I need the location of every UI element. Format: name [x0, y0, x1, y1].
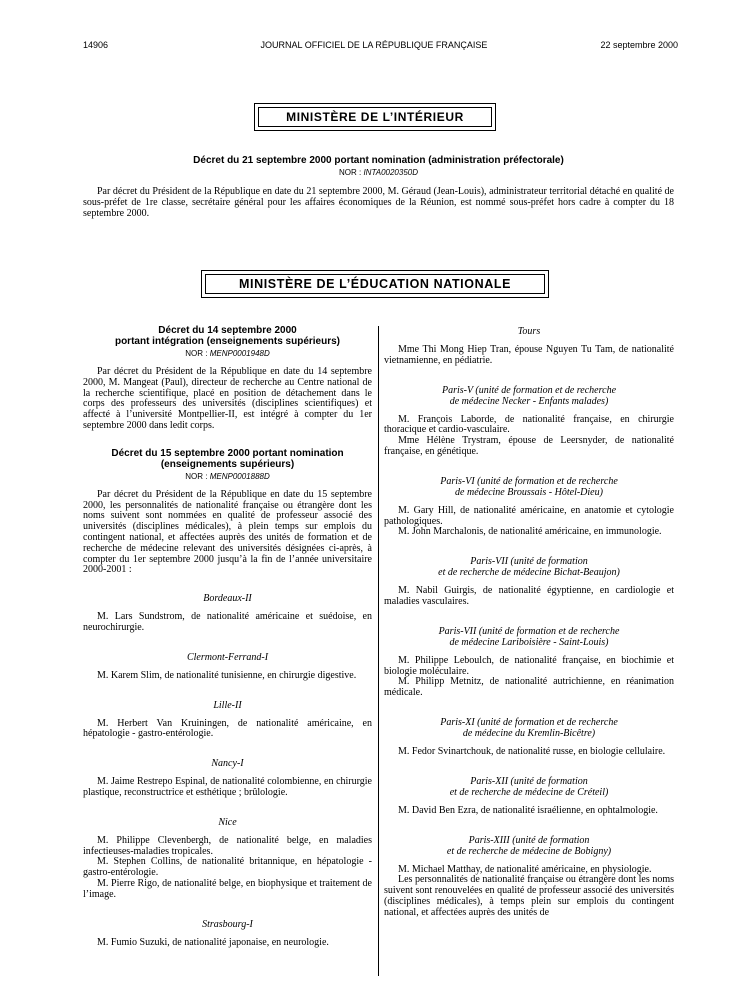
university-name-line: Paris-VI (unité de formation et de recherche [440, 475, 618, 487]
appointment-entry: M. Philippe Leboulch, de nationalité française, en biochimie et biologie moléculaire. [384, 654, 674, 677]
appointment-entry: M. Lars Sundstrom, de nationalité américaine et suédoise, en neurochirurgie. [83, 611, 372, 633]
university-name-line: et de recherche de médecine Bichat-Beaujon) [438, 567, 620, 579]
appointment-entry: M. François Laborde, de nationalité française, en chirurgie thoracique et cardio-vasculaire. [384, 413, 674, 436]
university-name-line: et de recherche de médecine de Bobigny) [446, 845, 612, 857]
left-appointments [83, 593, 372, 948]
university-name: Nancy-I [211, 758, 244, 770]
appointment-entry: M. Philipp Metnitz, de nationalité autrichienne, en réanimation médicale. [384, 676, 674, 699]
appointment-entry: Mme Hélène Trystram, épouse de Leersnyder, de nationalité française, en génétique. [384, 435, 674, 457]
university-name [384, 717, 674, 739]
appointment-entry: M. David Ben Ezra, de nationalité israélienne, en ophtalmologie. [398, 804, 658, 816]
appointment-entry: M. Fumio Suzuki, de nationalité japonaise, en neurologie. [97, 936, 329, 948]
university-name-line: Paris-VII (unité de formation et de recherche [438, 625, 620, 637]
university-section [384, 385, 674, 458]
decree-title-line1: Décret du 14 septembre 2000 [158, 325, 297, 336]
page-number: 14906 [83, 40, 109, 50]
appointment-entry: Mme Thi Mong Hiep Tran, épouse Nguyen Tu Tam, de nationalité vietnamienne, en pédiatrie. [384, 344, 674, 366]
university-name [384, 776, 674, 798]
nor-reference [83, 168, 674, 177]
university-name-line: Paris-V (unité de formation et de recherche [441, 384, 617, 396]
university-name [384, 326, 674, 337]
appointment-entry: M. Philippe Clevenbergh, de nationalité belge, en maladies infectieuses-maladies tropicales. [83, 834, 372, 857]
university-section [384, 326, 674, 367]
appointment-entry: M. John Marchalonis, de nationalité américaine, en immunologie. [398, 526, 662, 538]
university-name-line: de médecine Lariboisière - Saint-Louis) [449, 636, 609, 648]
university-section [384, 626, 674, 699]
nor-code: INTA0020350D [363, 168, 419, 177]
university-name-line: de médecine Broussais - Hôtel-Dieu) [455, 486, 603, 498]
university-name [384, 626, 674, 648]
ministry-interieur-box [254, 103, 496, 131]
university-name: Bordeaux-II [203, 593, 252, 605]
appointment-entry: M. Michael Matthay, de nationalité américaine, en physiologie. [398, 863, 652, 875]
appointment-entry: M. Nabil Guirgis, de nationalité égyptienne, en cardiologie et maladies vasculaires. [384, 585, 674, 607]
university-section [384, 476, 674, 538]
university-name [384, 476, 674, 498]
ministry-education-box [201, 270, 549, 298]
university-name-line: Paris-VII (unité de formation [470, 556, 588, 568]
university-section [384, 556, 674, 608]
university-name [384, 556, 674, 578]
decree-title: Décret du 21 septembre 2000 portant nomination (administration préfectorale) [193, 155, 564, 166]
university-name-line: de médecine du Kremlin-Bicêtre) [462, 727, 596, 739]
right-column [384, 326, 674, 919]
nor-reference [83, 349, 372, 358]
university-section [384, 717, 674, 758]
appointment-entry: M. Karem Slim, de nationalité tunisienne, en chirurgie digestive. [97, 669, 357, 681]
university-name-line: Tours [517, 326, 541, 337]
university-name-line: Paris-XIII (unité de formation [468, 834, 590, 846]
decree-title-line1: Décret du 15 septembre 2000 portant nomination [111, 447, 344, 459]
university-name-line: de médecine Necker - Enfants malades) [449, 395, 609, 407]
university-name: Lille-II [213, 699, 242, 711]
decree-body: Par décret du Président de la République en date du 21 septembre 2000, M. Géraud (Jean-Louis), administrateur territorial détaché en qualité de sous-préfet de 1re classe, secrétaire général pour les affaires économiques de la Réunion, est nommé sous-préfet hors cadre à compter du 18 septembre 2000. [83, 186, 674, 219]
university-section [384, 835, 674, 919]
university-name [384, 835, 674, 857]
university-name-line: Paris-XII (unité de formation [470, 775, 588, 787]
appointment-entry: M. Fedor Svinartchouk, de nationalité russe, en biologie cellulaire. [398, 745, 666, 757]
nor-reference [83, 472, 372, 481]
decree-title-line2: portant intégration (enseignements supérieurs) [114, 336, 341, 347]
decree-prefectorale [83, 155, 674, 219]
decree-body: Par décret du Président de la République en date du 15 septembre 2000, les personnalités de nationalité française ou étrangère dont les noms suivent sont nommées en qualité de professeur associé des universités (disciplines médicales), à plein temps sur emplois du contingent national, et affectées auprès des unités de formation et de recherche de médecine relevant des universités désignées ci-après, à compter du 1er septembre 2000 jusqu’à la fin de l’année universitaire 2000-2001 : [83, 488, 372, 576]
decree-integration [83, 325, 372, 432]
decree-title-line2: (enseignements supérieurs) [160, 458, 295, 470]
decree-nomination [83, 448, 372, 576]
university-name: Strasbourg-I [202, 918, 253, 930]
nor-label: NOR : [185, 349, 208, 358]
university-name [384, 385, 674, 407]
university-name: Nice [218, 816, 237, 828]
appointment-entry: M. Jaime Restrepo Espinal, de nationalité colombienne, en chirurgie plastique, reconstructrice et esthétique ; brûlologie. [83, 776, 372, 798]
university-section [83, 593, 372, 634]
university-section [83, 700, 372, 741]
university-section [83, 758, 372, 799]
journal-title: JOURNAL OFFICIEL DE LA RÉPUBLIQUE FRANÇAISE [260, 40, 488, 50]
appointment-entry: Les personnalités de nationalité française ou étrangère dont les noms suivent sont renouvelées en qualité de professeur associé des universités (disciplines médicales), à temps plein sur emplois du contingent national, et affectées auprès des unités de [384, 874, 674, 918]
nor-code: MENP0001948D [209, 349, 270, 358]
appointment-entry: M. Pierre Rigo, de nationalité belge, en biophysique et traitement de l’image. [83, 877, 372, 900]
university-section [83, 652, 372, 682]
issue-date: 22 septembre 2000 [600, 40, 678, 50]
decree-body: Par décret du Président de la République en date du 14 septembre 2000, M. Mangeat (Paul), directeur de recherche au Centre national de la recherche scientifique, placé en position de détachement dans le corps des professeurs des universités (disciplines scientifiques) et affecté à l’université Montpellier-II, est intégré à compter du 1er septembre 2000 dans ledit corps. [83, 366, 372, 431]
ministry-interieur-title: MINISTÈRE DE L’INTÉRIEUR [286, 110, 464, 124]
appointment-entry: M. Gary Hill, de nationalité américaine, en anatomie et cytologie pathologiques. [384, 504, 674, 527]
right-appointments [384, 326, 674, 919]
nor-label: NOR : [185, 471, 208, 481]
university-name: Clermont-Ferrand-I [186, 651, 269, 663]
university-name-line: Paris-XI (unité de formation et de recherche [440, 716, 618, 728]
university-section [384, 776, 674, 817]
nor-label: NOR : [338, 168, 362, 177]
university-section [83, 817, 372, 901]
university-name-line: et de recherche de médecine de Créteil) [449, 786, 609, 798]
university-section [83, 919, 372, 949]
ministry-education-title: MINISTÈRE DE L’ÉDUCATION NATIONALE [238, 277, 512, 291]
nor-code: MENP0001888D [209, 471, 270, 481]
appointment-entry: M. Herbert Van Kruiningen, de nationalité américaine, en hépatologie - gastro-entérologie. [83, 717, 372, 740]
appointment-entry: M. Stephen Collins, de nationalité britannique, en hépatologie - gastro-entérologie. [83, 856, 372, 879]
column-divider [378, 326, 379, 976]
left-column [83, 325, 372, 948]
